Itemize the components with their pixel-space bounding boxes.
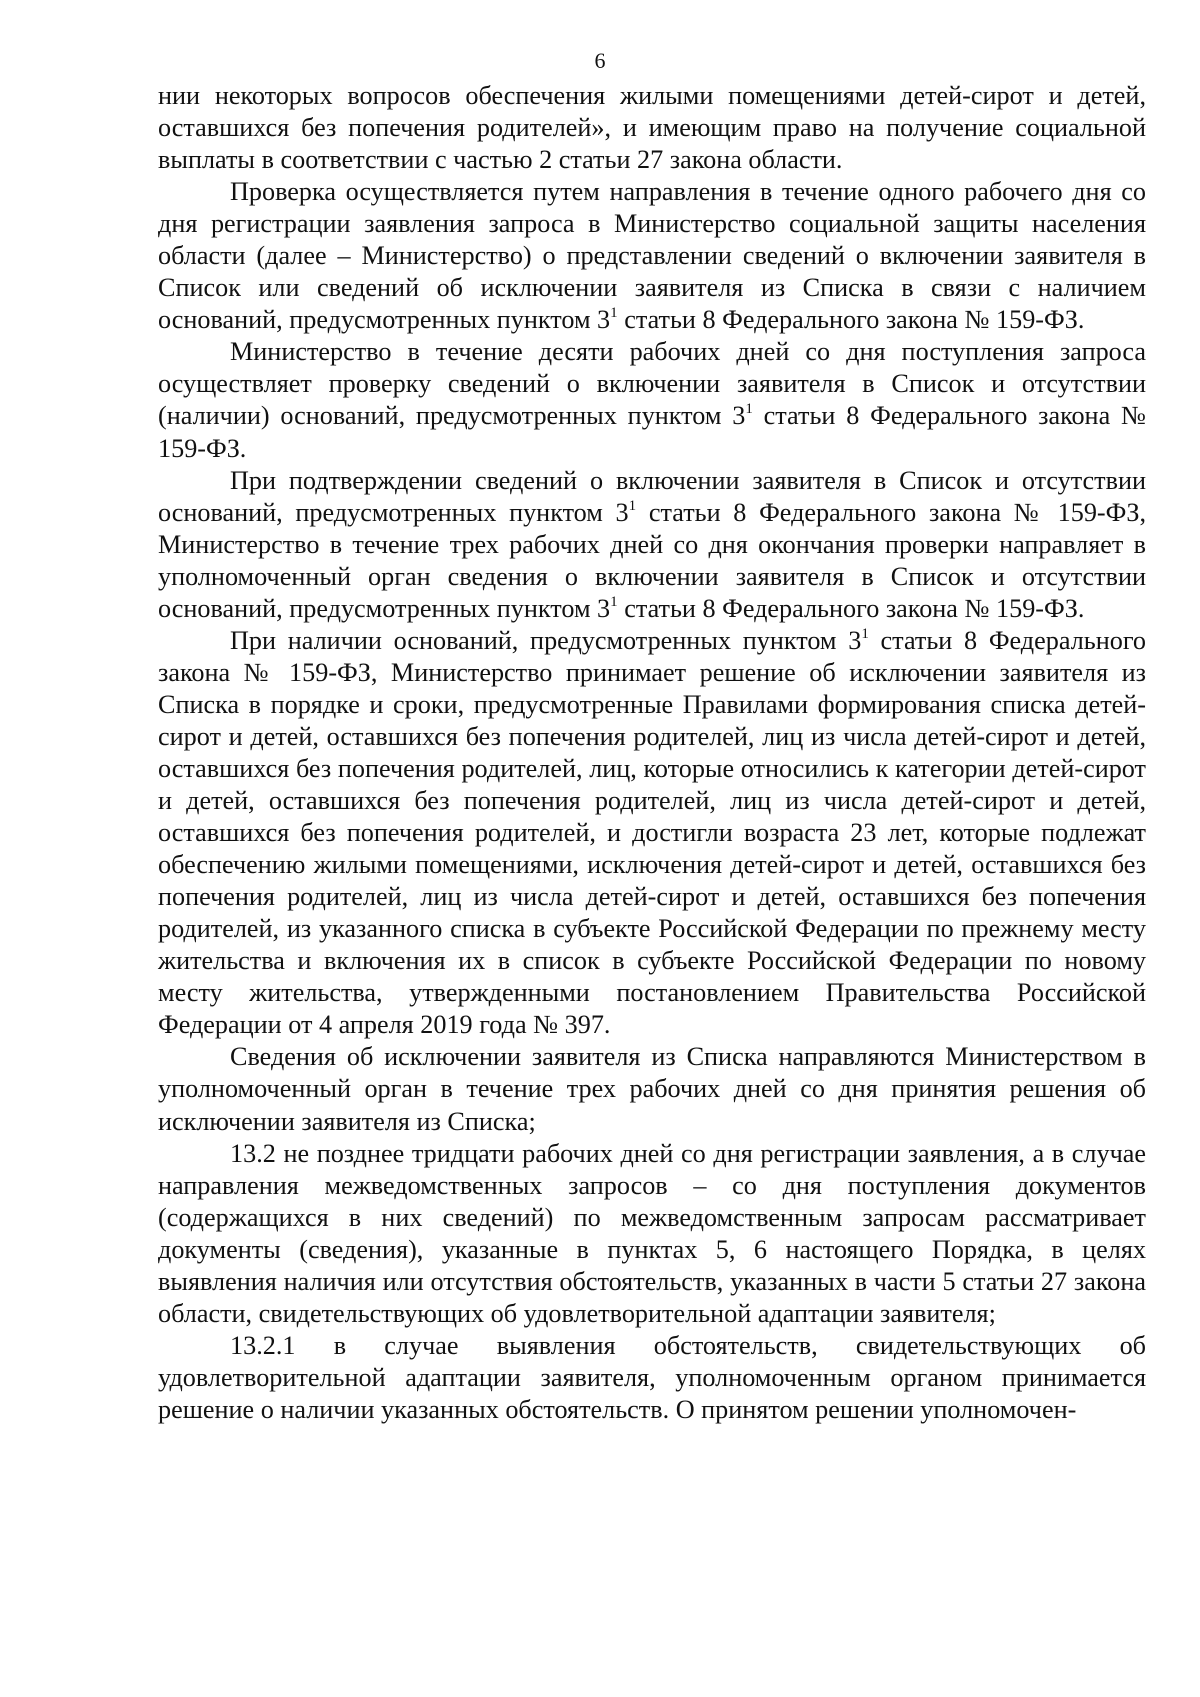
paragraph-confirmation [158, 465, 1146, 625]
paragraph-text: При подтверждении сведений о включении заявителя в Список и отсутствии оснований, предусмотренных пунктом 3 [158, 465, 1146, 527]
superscript-marker: 1 [745, 401, 753, 418]
paragraph-text: нии некоторых вопросов обеспечения жилыми помещениями детей-сирот и детей, оставшихся без попечения родителей», и имеющим право на получение социальной выплаты в соответствии с частью 2 статьи 27 закона области. [158, 81, 1146, 175]
paragraph-text: При наличии оснований, предусмотренных пунктом 3 [230, 625, 862, 655]
paragraph-text: Сведения об исключении заявителя из Списка направляются Министерством в уполномоченный орган в течение трех рабочих дней со дня принятия решения об исключении заявителя из Списка; [158, 1042, 1146, 1136]
paragraph-text: Проверка осуществляется путем направления в течение одного рабочего дня со дня регистрации заявления запроса в Министерство социальной защиты населения области (далее – Министерство) о представлении сведений о включении заявителя в Список или сведений об исключении заявителя из Списка в связи с наличием оснований, предусмотренных пунктом 3 [158, 177, 1146, 335]
paragraph-ministry-check [158, 336, 1146, 464]
document-body [158, 80, 1146, 1426]
paragraph-text: статьи 8 Федерального закона № 159-ФЗ. [617, 593, 1085, 623]
superscript-marker: 1 [610, 593, 618, 610]
page-number: 6 [594, 48, 606, 73]
paragraph-text: статьи 8 Федерального закона № 159-ФЗ. [158, 401, 1146, 463]
paragraph-item-13-2 [158, 1138, 1146, 1330]
paragraph-continuation [158, 80, 1146, 176]
paragraph-text: статьи 8 Федерального закона № 159-ФЗ, Министерство принимает решение об исключении заявителя из Списка в порядке и сроки, предусмотренные Правилами формирования списка детей-сирот и детей, оставшихся без попечения родителей, лиц из числа детей-сирот и детей, оставшихся без попечения родителей, лиц, которые относились к категории детей-сирот и детей, оставшихся без попечения родителей, лиц из числа детей-сирот и детей, оставшихся без попечения родителей, и достигли возраста 23 лет, которые подлежат обеспечению жилыми помещениями, исключения детей-сирот и детей, оставшихся без попечения родителей, лиц из числа детей-сирот и детей, оставшихся без попечения родителей, из указанного списка в субъекте Российской Федерации по прежнему месту жительства и включения их в список в субъекте Российской Федерации по новому месту жительства, утвержденными постановлением Правительства Российской Федерации от 4 апреля 2019 года № 397. [158, 625, 1146, 1040]
paragraph-exclusion-notice [158, 1041, 1146, 1137]
superscript-marker: 1 [610, 305, 618, 322]
paragraph-text: 13.2.1 в случае выявления обстоятельств, свидетельствующих об удовлетворительной адаптации заявителя, уполномоченным органом принимается решение о наличии указанных обстоятельств. О принятом решении уполномочен- [158, 1330, 1146, 1424]
paragraph-text: 13.2 не позднее тридцати рабочих дней со дня регистрации заявления, а в случае направления межведомственных запросов – со дня поступления документов (содержащихся в них сведений) по межведомственным запросам рассматривает документы (сведения), указанные в пунктах 5, 6 настоящего Порядка, в целях выявления наличия или отсутствия обстоятельств, указанных в части 5 статьи 27 закона области, свидетельствующих об удовлетворительной адаптации заявителя; [158, 1138, 1146, 1328]
paragraph-item-13-2-1 [158, 1330, 1146, 1426]
paragraph-text: статьи 8 Федерального закона № 159-ФЗ, Министерство в течение трех рабочих дней со дня окончания проверки направляет в уполномоченный орган сведения о включении заявителя в Список и отсутствии оснований, предусмотренных пунктом 3 [158, 497, 1147, 623]
superscript-marker: 1 [861, 625, 869, 642]
paragraph-exclusion-decision [158, 625, 1146, 1042]
superscript-marker: 1 [628, 497, 637, 514]
paragraph-text: статьи 8 Федерального закона № 159-ФЗ. [617, 305, 1085, 335]
paragraph-verification-procedure [158, 176, 1146, 336]
paragraph-text: Министерство в течение десяти рабочих дней со дня поступления запроса осуществляет проверку сведений о включении заявителя в Список и отсутствии (наличии) оснований, предусмотренных пунктом 3 [158, 337, 1146, 431]
